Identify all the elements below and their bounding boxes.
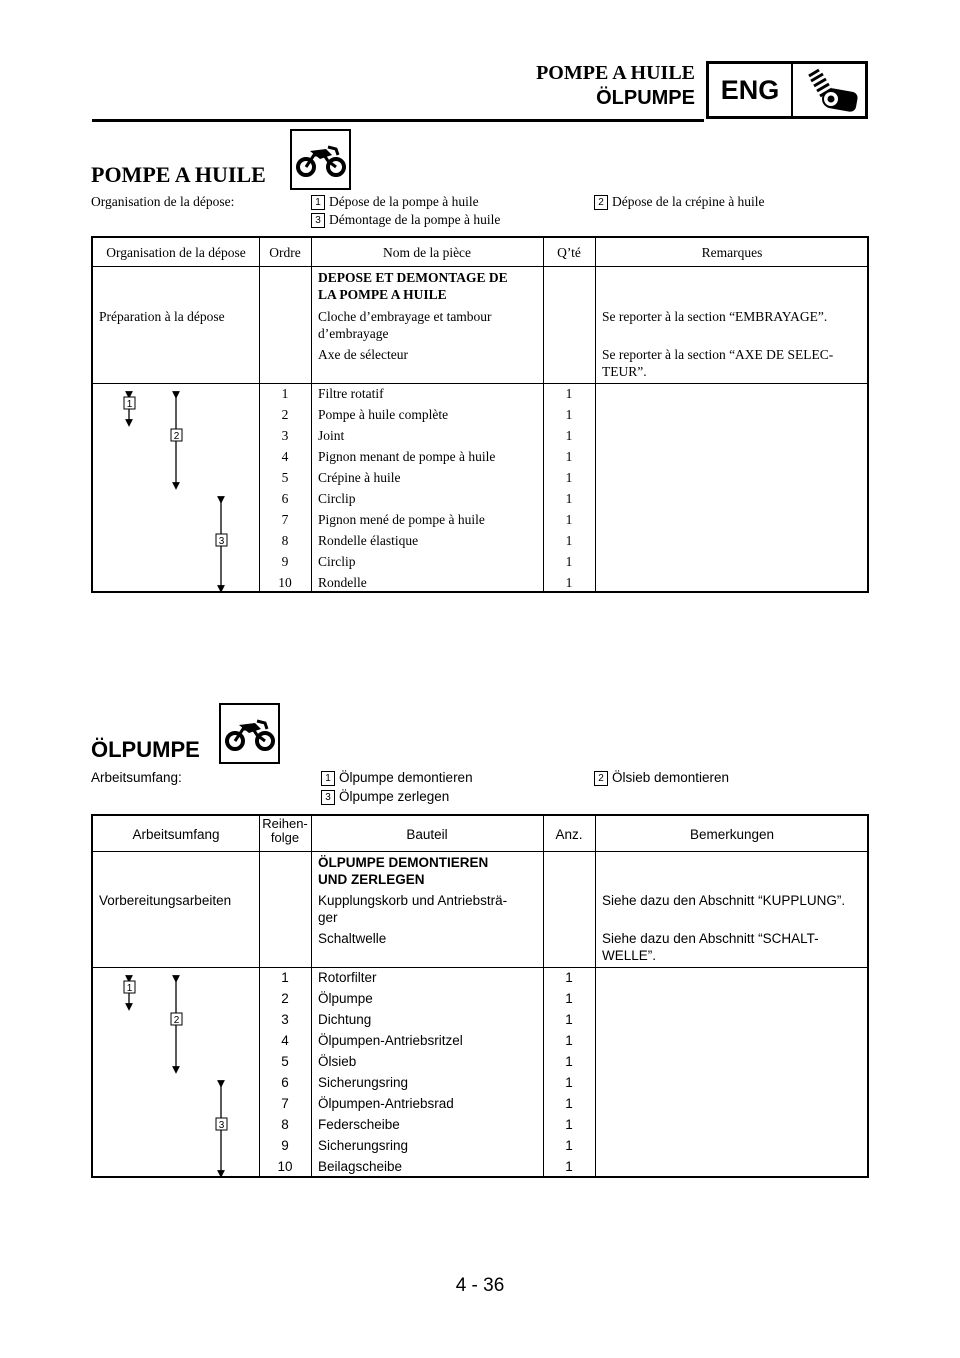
- row-order: 1: [281, 386, 289, 401]
- eng-badge: [706, 61, 868, 119]
- prep-heading: ÖLPUMPE DEMONTIEREN: [318, 855, 489, 870]
- row-order: 2: [281, 407, 289, 422]
- badge-divider: [791, 64, 793, 116]
- step-fr-3: 3 Démontage de la pompe à huile: [311, 211, 500, 229]
- row-part-name: Pompe à huile complète: [318, 407, 449, 422]
- row-qty: 1: [565, 575, 573, 590]
- step-de-3: 3 Ölpumpe zerlegen: [321, 788, 449, 806]
- header-rule: [92, 119, 704, 122]
- prep-item-remark: Siehe dazu den Abschnitt “KUPPLUNG”.: [602, 893, 846, 908]
- row-qty: 1: [565, 512, 573, 527]
- row-part-name: Filtre rotatif: [318, 386, 384, 401]
- step-de-2: 2 Ölsieb demontieren: [594, 769, 729, 787]
- parts-table-de: [91, 814, 869, 1178]
- header-title-fr: POMPE A HUILE: [536, 62, 695, 84]
- prep-label: Vorbereitungsarbeiten: [99, 893, 232, 908]
- col-header-order: Ordre: [269, 245, 301, 260]
- row-qty: 1: [565, 491, 573, 506]
- row-order: 8: [281, 533, 289, 548]
- eng-label: ENG: [720, 75, 780, 105]
- row-qty: 1: [565, 1075, 573, 1090]
- group-label: 3: [218, 1120, 225, 1131]
- row-order: 6: [281, 491, 289, 506]
- row-order: 5: [281, 1054, 289, 1069]
- step-fr-1: 1 Dépose de la pompe à huile: [311, 193, 479, 211]
- prep-item-name: ger: [318, 910, 338, 925]
- row-qty: 1: [565, 1054, 573, 1069]
- row-order: 7: [281, 512, 289, 527]
- row-part-name: Sicherungsring: [318, 1075, 409, 1090]
- row-qty: 1: [565, 1117, 573, 1132]
- row-order: 6: [281, 1075, 289, 1090]
- col-header-qty: Q’té: [557, 245, 581, 260]
- prep-item-name: Axe de sélecteur: [318, 347, 408, 362]
- col-header-remarks: Remarques: [701, 245, 763, 260]
- group-label: 3: [218, 536, 225, 547]
- section-title-fr: POMPE A HUILE: [91, 162, 266, 187]
- group-arrows: [93, 383, 259, 594]
- row-order: 4: [281, 1033, 289, 1048]
- org-label-fr: Organisation de la dépose:: [91, 194, 235, 209]
- col-divider: [595, 238, 596, 591]
- col-header-part: Bauteil: [406, 827, 448, 842]
- row-part-name: Ölpumpe: [318, 991, 373, 1006]
- row-part-name: Ölsieb: [318, 1054, 357, 1069]
- row-qty: 1: [565, 407, 573, 422]
- row-qty: 1: [565, 428, 573, 443]
- step-de-1: 1 Ölpumpe demontieren: [321, 769, 473, 787]
- row-part-name: Crépine à huile: [318, 470, 401, 485]
- prep-heading: DEPOSE ET DEMONTAGE DE: [318, 270, 508, 285]
- row-qty: 1: [565, 554, 573, 569]
- row-part-name: Rotorfilter: [318, 970, 377, 985]
- row-order: 1: [281, 970, 289, 985]
- row-qty: 1: [565, 991, 573, 1006]
- row-part-name: Ölpumpen-Antriebsrad: [318, 1096, 454, 1111]
- col-header-part: Nom de la pièce: [382, 245, 472, 260]
- prep-heading: UND ZERLEGEN: [318, 872, 425, 887]
- group-label: 1: [126, 983, 133, 994]
- row-part-name: Rondelle élastique: [318, 533, 419, 548]
- row-qty: 1: [565, 470, 573, 485]
- row-qty: 1: [565, 533, 573, 548]
- row-order: 3: [281, 428, 289, 443]
- row-order: 3: [281, 1012, 289, 1027]
- row-order: 7: [281, 1096, 289, 1111]
- section-title-de: ÖLPUMPE: [91, 737, 200, 762]
- row-part-name: Federscheibe: [318, 1117, 400, 1132]
- header-title-de: ÖLPUMPE: [596, 87, 695, 109]
- row-order: 9: [281, 1138, 289, 1153]
- col-header-qty: Anz.: [555, 827, 583, 842]
- row-part-name: Joint: [318, 428, 345, 443]
- row-order: 8: [281, 1117, 289, 1132]
- row-part-name: Ölpumpen-Antriebsritzel: [318, 1033, 463, 1048]
- group-arrows: [93, 967, 259, 1179]
- row-qty: 1: [565, 970, 573, 985]
- row-order: 10: [278, 575, 292, 590]
- row-qty: 1: [565, 1033, 573, 1048]
- row-order: 10: [277, 1159, 293, 1174]
- row-part-name: Pignon menant de pompe à huile: [318, 449, 496, 464]
- row-qty: 1: [565, 386, 573, 401]
- step-fr-2: 2 Dépose de la crépine à huile: [594, 193, 765, 211]
- prep-item-remark: Se reporter à la section “EMBRAYAGE”.: [602, 309, 828, 324]
- row-order: 2: [281, 991, 289, 1006]
- row-order: 5: [281, 470, 289, 485]
- col-divider: [311, 238, 312, 591]
- page-number: 4 - 36: [455, 1275, 505, 1296]
- group-label: 2: [173, 431, 180, 442]
- group-label: 2: [173, 1015, 180, 1026]
- prep-heading: LA POMPE A HUILE: [318, 287, 447, 302]
- org-label-de: Arbeitsumfang:: [91, 770, 182, 785]
- row-qty: 1: [565, 1012, 573, 1027]
- motorcycle-icon: [219, 703, 280, 764]
- row-part-name: Beilagscheibe: [318, 1159, 403, 1174]
- group-label: 1: [126, 399, 133, 410]
- row-order: 4: [281, 449, 289, 464]
- row-part-name: Rondelle: [318, 575, 367, 590]
- col-divider: [595, 816, 596, 1176]
- row-part-name: Circlip: [318, 554, 356, 569]
- row-part-name: Circlip: [318, 491, 356, 506]
- row-order: 9: [281, 554, 289, 569]
- col-header-order: Reihen- folge: [262, 816, 308, 845]
- row-part-name: Sicherungsring: [318, 1138, 409, 1153]
- prep-item-name: Cloche d’embrayage et tambour: [318, 309, 492, 324]
- col-divider: [311, 816, 312, 1176]
- row-part-name: Dichtung: [318, 1012, 372, 1027]
- col-header-org: Arbeitsumfang: [132, 827, 220, 842]
- header-divider: [93, 851, 867, 852]
- col-header-remarks: Bemerkungen: [689, 827, 775, 842]
- prep-item-remark: WELLE”.: [602, 948, 657, 963]
- row-qty: 1: [565, 1159, 573, 1174]
- prep-label: Préparation à la dépose: [99, 309, 225, 324]
- prep-item-remark: Se reporter à la section “AXE DE SELEC-: [602, 347, 834, 362]
- prep-item-name: Kupplungskorb und Antriebsträ-: [318, 893, 508, 908]
- prep-item-name: d’embrayage: [318, 326, 389, 341]
- prep-item-remark: Siehe dazu den Abschnitt “SCHALT-: [602, 931, 819, 946]
- parts-table-fr: [91, 236, 869, 593]
- col-header-org: Organisation de la dépose: [106, 245, 246, 260]
- spring-shock-icon: [795, 66, 865, 114]
- row-qty: 1: [565, 1138, 573, 1153]
- row-qty: 1: [565, 1096, 573, 1111]
- row-part-name: Pignon mené de pompe à huile: [318, 512, 485, 527]
- prep-item-name: Schaltwelle: [318, 931, 387, 946]
- header-divider: [93, 266, 867, 267]
- motorcycle-icon: [290, 129, 351, 190]
- prep-item-remark: TEUR”.: [602, 364, 647, 379]
- row-qty: 1: [565, 449, 573, 464]
